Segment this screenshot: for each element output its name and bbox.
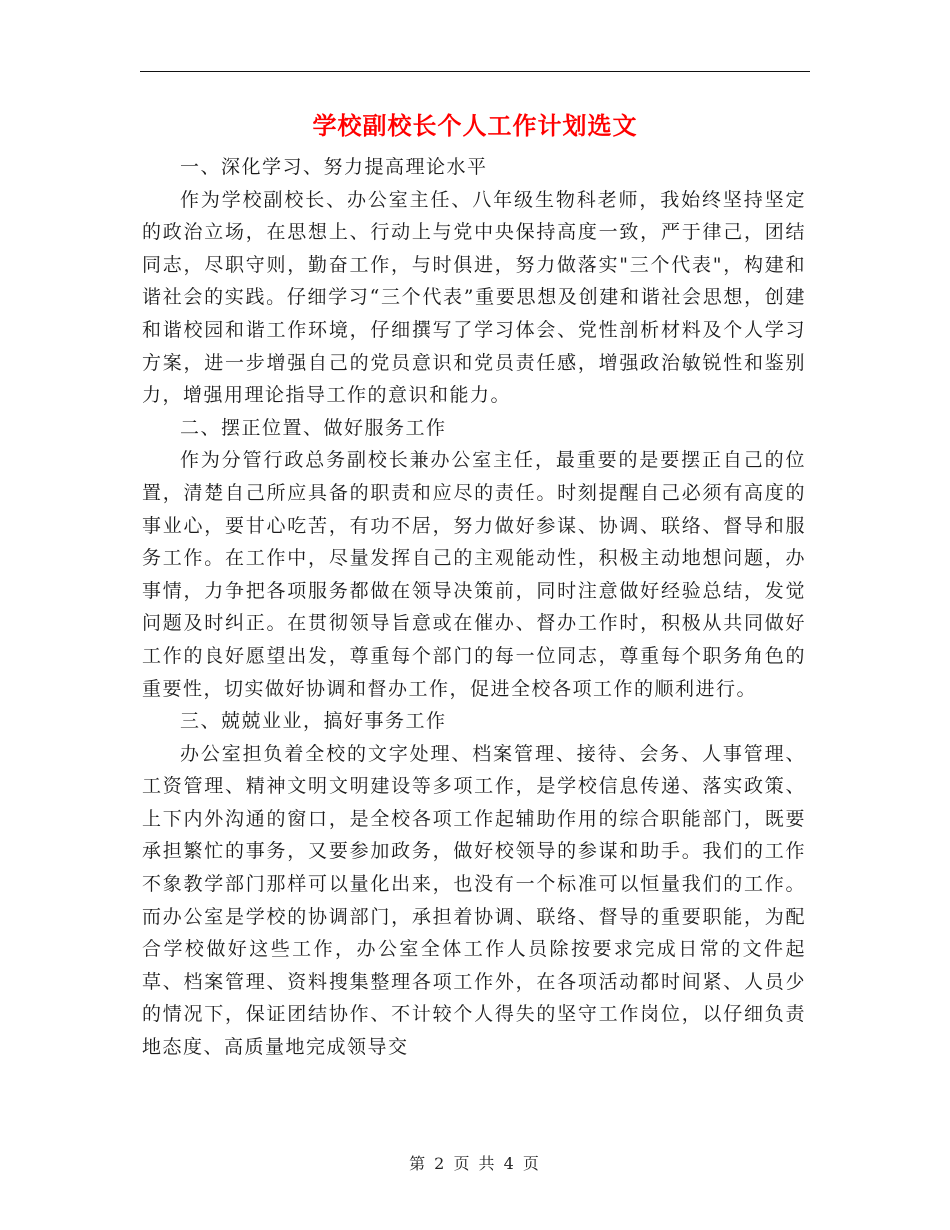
section-1-heading: 一、深化学习、努力提高理论水平 xyxy=(180,156,488,178)
document-body xyxy=(142,151,806,1064)
section-2-paragraph: 作为分管行政总务副校长兼办公室主任，最重要的是要摆正自己的位置，清楚自己所应具备的职责和应尽的责任。时刻提醒自己必须有高度的事业心，要甘心吃苦，有功不居，努力做好参谋、协调、联络、督导和服务工作。在工作中，尽量发挥自己的主观能动性，积极主动地想问题，办事情，力争把各项服务都做在领导决策前，同时注意做好经验总结，发觉问题及时纠正。在贯彻领导旨意或在催办、督办工作时，积极从共同做好工作的良好愿望出发，尊重每个部门的每一位同志，尊重每个职务角色的重要性，切实做好协调和督办工作，促进全校各项工作的顺利进行。 xyxy=(142,449,806,700)
header-rule xyxy=(140,71,810,72)
section-2-heading: 二、摆正位置、做好服务工作 xyxy=(180,416,447,439)
section-3-paragraph: 办公室担负着全校的文字处理、档案管理、接待、会务、人事管理、工资管理、精神文明文明建设等多项工作，是学校信息传递、落实政策、上下内外沟通的窗口，是全校各项工作起辅助作用的综合职能部门，既要承担繁忙的事务，又要参加政务，做好校领导的参谋和助手。我们的工作不象教学部门那样可以量化出来，也没有一个标准可以恒量我们的工作。而办公室是学校的协调部门，承担着协调、联络、督导的重要职能，为配合学校做好这些工作，办公室全体工作人员除按要求完成日常的文件起草、档案管理、资料搜集整理各项工作外，在各项活动都时间紧、人员少的情况下，保证团结协作、不计较个人得失的坚守工作岗位，以仔细负责地态度、高质量地完成领导交 xyxy=(142,742,806,1059)
section-3-heading: 三、兢兢业业，搞好事务工作 xyxy=(180,710,447,733)
section-1-paragraph: 作为学校副校长、办公室主任、八年级生物科老师，我始终坚持坚定的政治立场，在思想上、行动上与党中央保持高度一致，严于律己，团结同志，尽职守则，勤奋工作，与时俱进，努力做落实"三个代表"，构建和谐社会的实践。仔细学习“三个代表”重要思想及创建和谐社会思想，创建和谐校园和谐工作环境，仔细撰写了学习体会、党性剖析材料及个人学习方案，进一步增强自己的党员意识和党员责任感，增强政治敏锐性和鉴别力，增强用理论指导工作的意识和能力。 xyxy=(142,188,806,407)
document-title: 学校副校长个人工作计划选文 xyxy=(312,111,638,140)
page-number-footer: 第 2 页 共 4 页 xyxy=(409,1154,541,1173)
